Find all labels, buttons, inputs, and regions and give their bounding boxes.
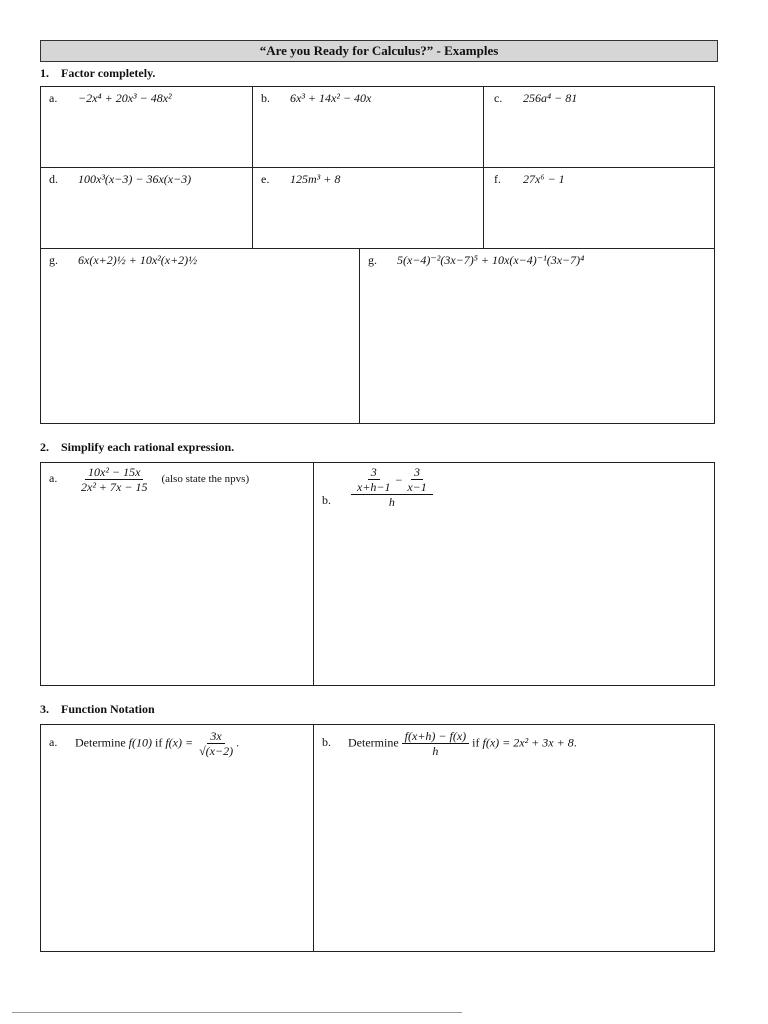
section-3-title: Function Notation bbox=[61, 702, 155, 716]
compound-fraction bbox=[351, 465, 433, 509]
period: . bbox=[573, 735, 577, 750]
section-2-title: Simplify each rational expression. bbox=[61, 440, 235, 454]
factor-item-g2 bbox=[359, 248, 715, 424]
item-label: b. bbox=[322, 492, 331, 507]
factor-item-c bbox=[483, 86, 715, 168]
determine-text: Determine bbox=[348, 735, 399, 750]
difference-quotient bbox=[402, 729, 470, 758]
period: . bbox=[236, 735, 240, 750]
worksheet-title-text: “Are you Ready for Calculus?” - Examples bbox=[259, 43, 499, 58]
inner-fraction-1 bbox=[354, 465, 394, 494]
inner-numerator-1: 3 bbox=[368, 465, 380, 480]
item-expression: 256a⁴ − 81 bbox=[523, 91, 578, 105]
item-label: g. bbox=[368, 253, 377, 267]
function-denominator: √(x−2) bbox=[199, 744, 234, 758]
target-expression: f(10) bbox=[128, 735, 152, 750]
factor-item-f bbox=[483, 167, 715, 249]
factor-item-a bbox=[40, 86, 253, 168]
if-text: if bbox=[472, 735, 480, 750]
section-1-number: 1. bbox=[40, 66, 49, 80]
function-name: f(x) = bbox=[165, 735, 194, 750]
function-item-b bbox=[313, 724, 715, 952]
item-expression: 125m³ + 8 bbox=[290, 172, 341, 186]
section-1-heading bbox=[40, 66, 155, 81]
difference-numerator: f(x+h) − f(x) bbox=[402, 729, 470, 744]
fraction-denominator: 2x² + 7x − 15 bbox=[81, 480, 148, 494]
section-1-title: Factor completely. bbox=[61, 66, 156, 80]
rational-item-b bbox=[313, 462, 715, 686]
item-label: a. bbox=[49, 91, 58, 105]
difference-denominator: h bbox=[432, 744, 439, 758]
factor-item-b bbox=[252, 86, 484, 168]
if-text: if bbox=[154, 735, 163, 750]
section-2-number: 2. bbox=[40, 440, 49, 454]
rational-item-a bbox=[40, 462, 314, 686]
inner-denominator-2: x−1 bbox=[407, 480, 427, 494]
minus-sign: − bbox=[395, 472, 403, 487]
item-label: c. bbox=[494, 91, 503, 105]
item-expression: 100x³(x−3) − 36x(x−3) bbox=[78, 172, 192, 186]
factor-item-g1 bbox=[40, 248, 360, 424]
section-3-number: 3. bbox=[40, 702, 49, 716]
determine-text: Determine bbox=[75, 735, 126, 750]
worksheet-title bbox=[40, 40, 718, 62]
function-item-a bbox=[40, 724, 314, 952]
item-expression: −2x⁴ + 20x³ − 48x² bbox=[78, 91, 172, 105]
inner-numerator-2: 3 bbox=[411, 465, 423, 480]
function-rule: f(x) = 2x² + 3x + 8 bbox=[482, 735, 574, 750]
item-label: e. bbox=[261, 172, 270, 186]
item-expression: 6x³ + 14x² − 40x bbox=[290, 91, 372, 105]
item-label: f. bbox=[494, 172, 501, 186]
item-label: a. bbox=[49, 735, 58, 750]
section-3-heading bbox=[40, 702, 155, 717]
fraction-numerator: 10x² − 15x bbox=[85, 465, 143, 480]
item-expression: 5(x−4)⁻²(3x−7)⁵ + 10x(x−4)⁻¹(3x−7)⁴ bbox=[397, 253, 585, 267]
item-expression: 27x⁶ − 1 bbox=[523, 172, 565, 186]
item-label: g. bbox=[49, 253, 58, 267]
section-2-heading bbox=[40, 440, 234, 455]
item-label: b. bbox=[261, 91, 270, 105]
function-numerator: 3x bbox=[207, 729, 224, 744]
function-fraction bbox=[196, 729, 236, 758]
item-label: d. bbox=[49, 172, 58, 186]
inner-denominator-1: x+h−1 bbox=[357, 480, 391, 494]
inner-fraction-2 bbox=[404, 465, 429, 494]
compound-denominator: h bbox=[388, 495, 395, 509]
rational-fraction bbox=[78, 465, 150, 494]
factor-item-e bbox=[252, 167, 484, 249]
npvs-note: (also state the npvs) bbox=[161, 473, 250, 486]
compound-numerator bbox=[351, 465, 433, 495]
scan-edge-line bbox=[12, 1012, 462, 1013]
item-label: b. bbox=[322, 735, 331, 750]
item-expression: 6x(x+2)½ + 10x²(x+2)½ bbox=[78, 253, 198, 267]
factor-item-d bbox=[40, 167, 253, 249]
item-label: a. bbox=[49, 471, 58, 486]
